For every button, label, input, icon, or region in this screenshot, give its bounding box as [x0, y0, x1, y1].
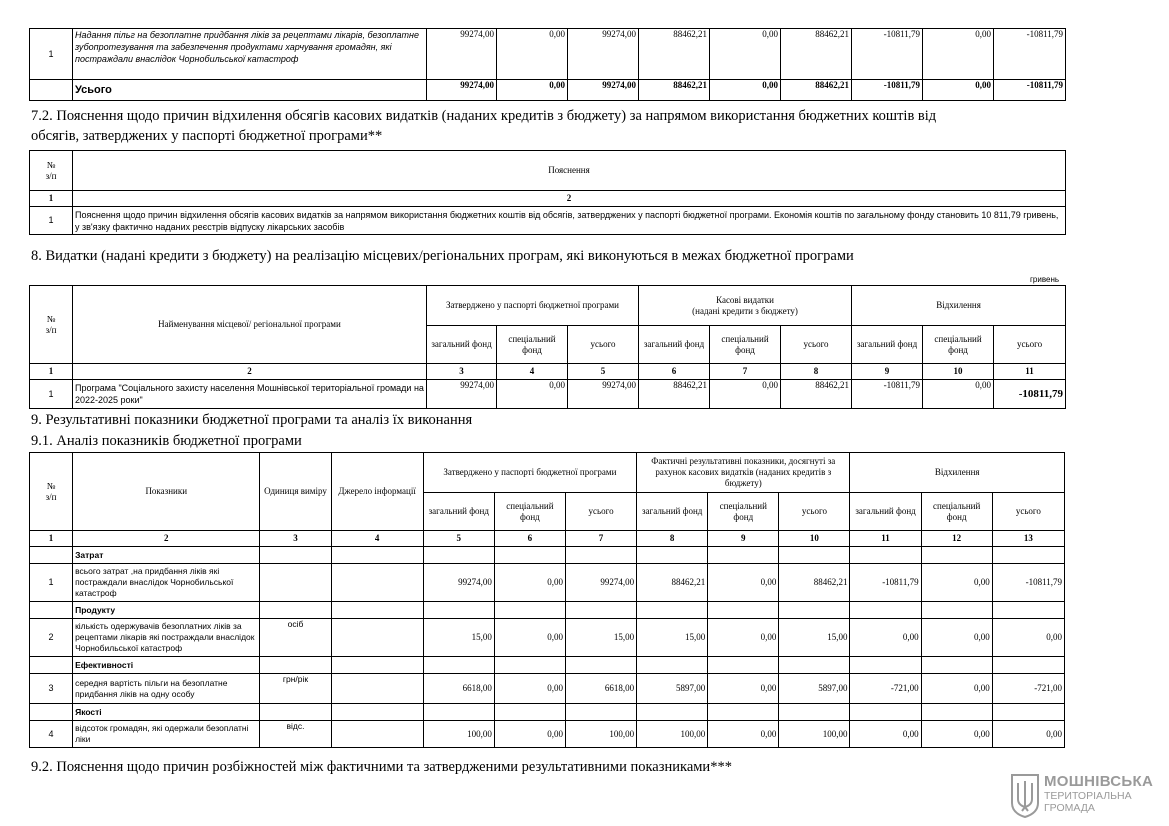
group-row [30, 704, 1065, 721]
indicator-name: всього затрат ,на придбання ліків які постраждали внаслідок Чорнобильської катастроф [73, 564, 260, 602]
header-cash-expenditures: Касові видатки (надані кредити з бюджету) [639, 286, 852, 326]
indicator-unit [260, 564, 331, 602]
subheader: спеціальний фонд [923, 326, 994, 364]
subheader: загальний фонд [637, 493, 708, 531]
column-number: 7 [710, 364, 781, 380]
subheader: спеціальний фонд [708, 493, 779, 531]
group-label: Затрат [73, 547, 260, 564]
cell-value: 99274,00 [565, 564, 636, 602]
cell-value: 88462,21 [637, 564, 708, 602]
cell-value: -10811,79 [994, 29, 1066, 80]
table-header-row [30, 453, 1065, 493]
header-deviation: Відхилення [852, 286, 1066, 326]
column-number: 4 [497, 364, 568, 380]
cell-value: 0,00 [708, 721, 779, 748]
subheader: усього [992, 493, 1064, 531]
table-header-row [30, 151, 1066, 191]
cell-value: -10811,79 [852, 380, 923, 409]
cell-value: 88462,21 [781, 80, 852, 101]
program-name: Програма "Соціального захисту населення Мошнівської територіальної громади на 2022-2025 роки" [73, 380, 427, 409]
cell-value: 0,00 [850, 721, 921, 748]
logo-subtitle: ТЕРИТОРІАЛЬНА ГРОМАДА [1044, 790, 1132, 814]
cell-value: 0,00 [494, 619, 565, 657]
cell-value: -721,00 [992, 674, 1064, 704]
cell-value: 0,00 [923, 380, 994, 409]
subheader: загальний фонд [850, 493, 921, 531]
table-row [30, 721, 1065, 748]
cell-value: -10811,79 [992, 564, 1064, 602]
header-unit: Одиниця виміру [260, 453, 331, 531]
cell-value: 99274,00 [427, 80, 497, 101]
row-name: Надання пільг на безоплатне придбання ліків за рецептами лікарів, безоплатне зубопротезування та забезпечення продуктами харчування громадян, які постраждали внаслідок Чорнобильської катастроф [73, 29, 427, 80]
column-number: 5 [568, 364, 639, 380]
table-indicators [29, 452, 1065, 748]
cell-value: 88462,21 [639, 380, 710, 409]
subheader: загальний фонд [427, 326, 497, 364]
header-program-name: Найменування місцевої/ регіональної програми [73, 286, 427, 364]
cell-value: 0,00 [497, 29, 568, 80]
section-9-2-title: 9.2. Пояснення щодо причин розбіжностей між фактичними та затвердженими результативними показниками*** [31, 759, 732, 775]
cell-value: 0,00 [921, 619, 992, 657]
column-number: 1 [30, 531, 73, 547]
group-label: Якості [73, 704, 260, 721]
column-number: 10 [923, 364, 994, 380]
table-row [30, 207, 1066, 235]
cell-value: 0,00 [850, 619, 921, 657]
subheader: загальний фонд [639, 326, 710, 364]
cell-value: -10811,79 [852, 29, 923, 80]
column-number: 6 [494, 531, 565, 547]
subheader: усього [779, 493, 850, 531]
column-number: 12 [921, 531, 992, 547]
currency-unit: гривень [1030, 275, 1060, 284]
section-7-2-title-line1: 7.2. Пояснення щодо причин відхилення обсягів касових видатків (наданих кредитів з бюджету) за напрямом використання бюджетних коштів від [31, 108, 937, 124]
cell-value: 15,00 [565, 619, 636, 657]
subheader: усього [781, 326, 852, 364]
cell-value: 100,00 [779, 721, 850, 748]
cell-value: 5897,00 [637, 674, 708, 704]
column-number: 2 [73, 531, 260, 547]
column-number: 13 [992, 531, 1064, 547]
cell-value: 6618,00 [423, 674, 494, 704]
cell-value: 6618,00 [565, 674, 636, 704]
cell-value: 0,00 [494, 674, 565, 704]
cell-value: 0,00 [992, 619, 1064, 657]
section-7-2-title-line2: обсягів, затверджених у паспорті бюджетної програми** [31, 128, 383, 144]
header-approved: Затверджено у паспорті бюджетної програми [423, 453, 636, 493]
header-number: № з/п [30, 151, 73, 191]
cell-value: 99274,00 [427, 29, 497, 80]
subheader: усього [994, 326, 1066, 364]
cell-value: 0,00 [710, 80, 781, 101]
cell-value: 0,00 [923, 80, 994, 101]
group-label: Ефективності [73, 657, 260, 674]
cell-value: 0,00 [497, 80, 568, 101]
cell-value: 88462,21 [639, 80, 710, 101]
indicator-name: середня вартість пільги на безоплатне придбання ліків на одну особу [73, 674, 260, 704]
group-row [30, 602, 1065, 619]
section-9-title: 9. Результативні показники бюджетної програми та аналіз їх виконання [31, 412, 473, 428]
cell-value: 99274,00 [568, 380, 639, 409]
column-number: 11 [994, 364, 1066, 380]
group-label: Продукту [73, 602, 260, 619]
header-indicators: Показники [73, 453, 260, 531]
table-local-programs [29, 285, 1066, 409]
header-actual: Фактичні результативні показники, досягнуті за рахунок касових видатків (наданих кредитів з бюджету) [637, 453, 850, 493]
column-number: 2 [73, 364, 427, 380]
column-number: 10 [779, 531, 850, 547]
explanation-text: Пояснення щодо причин відхилення обсягів касових видатків за напрямом використання бюджетних коштів від обсягів, затверджених у паспорті бюджетної програми. Економія коштів по загальному фонду становить 10 811,79 гривень, у зв'язку фактично наданих реєстрів відпуску лікарських засобів [73, 207, 1066, 235]
row-number: 3 [30, 674, 73, 704]
cell-value: 99274,00 [427, 380, 497, 409]
indicator-unit: відс. [260, 721, 331, 748]
column-number-row [30, 364, 1066, 380]
table-row [30, 674, 1065, 704]
total-label: Усього [73, 80, 427, 101]
column-number: 9 [708, 531, 779, 547]
cell-value: -10811,79 [994, 380, 1066, 409]
row-number: 1 [30, 380, 73, 409]
cell-value: -721,00 [850, 674, 921, 704]
column-number: 9 [852, 364, 923, 380]
indicator-name: кількість одержувачів безоплатних ліків за рецептами лікарів які постраждали внаслідок Чорнобильської катастроф [73, 619, 260, 657]
header-source: Джерело інформації [331, 453, 423, 531]
cell-value: 0,00 [921, 674, 992, 704]
cell-value: 0,00 [923, 29, 994, 80]
indicator-unit: грн/рік [260, 674, 331, 704]
cell-value: -10811,79 [994, 80, 1066, 101]
cell-value: 0,00 [992, 721, 1064, 748]
cell-value: 99274,00 [423, 564, 494, 602]
cell-value: 100,00 [423, 721, 494, 748]
column-number: 11 [850, 531, 921, 547]
cell-value: -10811,79 [852, 80, 923, 101]
cell-value: 0,00 [708, 564, 779, 602]
cell-value: 88462,21 [781, 29, 852, 80]
subheader: загальний фонд [423, 493, 494, 531]
cell-value: 88462,21 [781, 380, 852, 409]
row-number: 1 [30, 207, 73, 235]
header-approved: Затверджено у паспорті бюджетної програми [427, 286, 639, 326]
cell-value: 0,00 [708, 619, 779, 657]
subheader: спеціальний фонд [710, 326, 781, 364]
group-row [30, 657, 1065, 674]
cell-value: 88462,21 [639, 29, 710, 80]
subheader: усього [565, 493, 636, 531]
subheader: спеціальний фонд [921, 493, 992, 531]
table-expenditure-directions [29, 28, 1066, 101]
column-number-row [30, 191, 1066, 207]
cell-value: 0,00 [710, 29, 781, 80]
cell-value: 0,00 [494, 564, 565, 602]
cell-value: 0,00 [710, 380, 781, 409]
cell-value: 100,00 [637, 721, 708, 748]
subheader: усього [568, 326, 639, 364]
cell-value: 99274,00 [568, 80, 639, 101]
table-header-row [30, 286, 1066, 326]
header-number: № з/п [30, 286, 73, 364]
cell-value: 15,00 [779, 619, 850, 657]
cell-value: 0,00 [708, 674, 779, 704]
header-deviation: Відхилення [850, 453, 1065, 493]
cell-value: 100,00 [565, 721, 636, 748]
table-row [30, 380, 1066, 409]
row-number: 4 [30, 721, 73, 748]
section-8-title: 8. Видатки (надані кредити з бюджету) на реалізацію місцевих/регіональних програм, які виконуються в межах бюджетної програми [31, 248, 854, 264]
column-number: 7 [565, 531, 636, 547]
community-logo [1010, 773, 1160, 819]
table-row [30, 619, 1065, 657]
cell-value: -10811,79 [850, 564, 921, 602]
column-number: 3 [427, 364, 497, 380]
header-number: № з/п [30, 453, 73, 531]
subheader: спеціальний фонд [497, 326, 568, 364]
cell-value: 0,00 [921, 721, 992, 748]
cell-value: 0,00 [497, 380, 568, 409]
subheader: загальний фонд [852, 326, 923, 364]
cell-value: 0,00 [921, 564, 992, 602]
cell-value: 0,00 [494, 721, 565, 748]
row-number: 1 [30, 29, 73, 80]
cell-value: 5897,00 [779, 674, 850, 704]
column-number: 1 [30, 364, 73, 380]
group-row [30, 547, 1065, 564]
column-number: 1 [30, 191, 73, 207]
cell-value: 15,00 [637, 619, 708, 657]
column-number: 5 [423, 531, 494, 547]
section-9-1-title: 9.1. Аналіз показників бюджетної програми [31, 433, 302, 449]
column-number: 6 [639, 364, 710, 380]
total-row [30, 80, 1066, 101]
cell-value: 15,00 [423, 619, 494, 657]
cell-value: 99274,00 [568, 29, 639, 80]
row-number: 2 [30, 619, 73, 657]
column-number: 3 [260, 531, 331, 547]
row-number: 1 [30, 564, 73, 602]
subheader: спеціальний фонд [494, 493, 565, 531]
table-row [30, 29, 1066, 80]
column-number: 8 [637, 531, 708, 547]
column-number: 4 [331, 531, 423, 547]
indicator-unit: осіб [260, 619, 331, 657]
trident-crest-icon [1010, 773, 1040, 819]
column-number: 8 [781, 364, 852, 380]
column-number-row [30, 531, 1065, 547]
table-explanation [29, 150, 1066, 235]
logo-title: МОШНІВСЬКА [1044, 773, 1154, 790]
table-row [30, 564, 1065, 602]
indicator-name: відсоток громадян, які одержали безоплатні ліки [73, 721, 260, 748]
header-explanation: Пояснення [73, 151, 1066, 191]
column-number: 2 [73, 191, 1066, 207]
cell-value: 88462,21 [779, 564, 850, 602]
